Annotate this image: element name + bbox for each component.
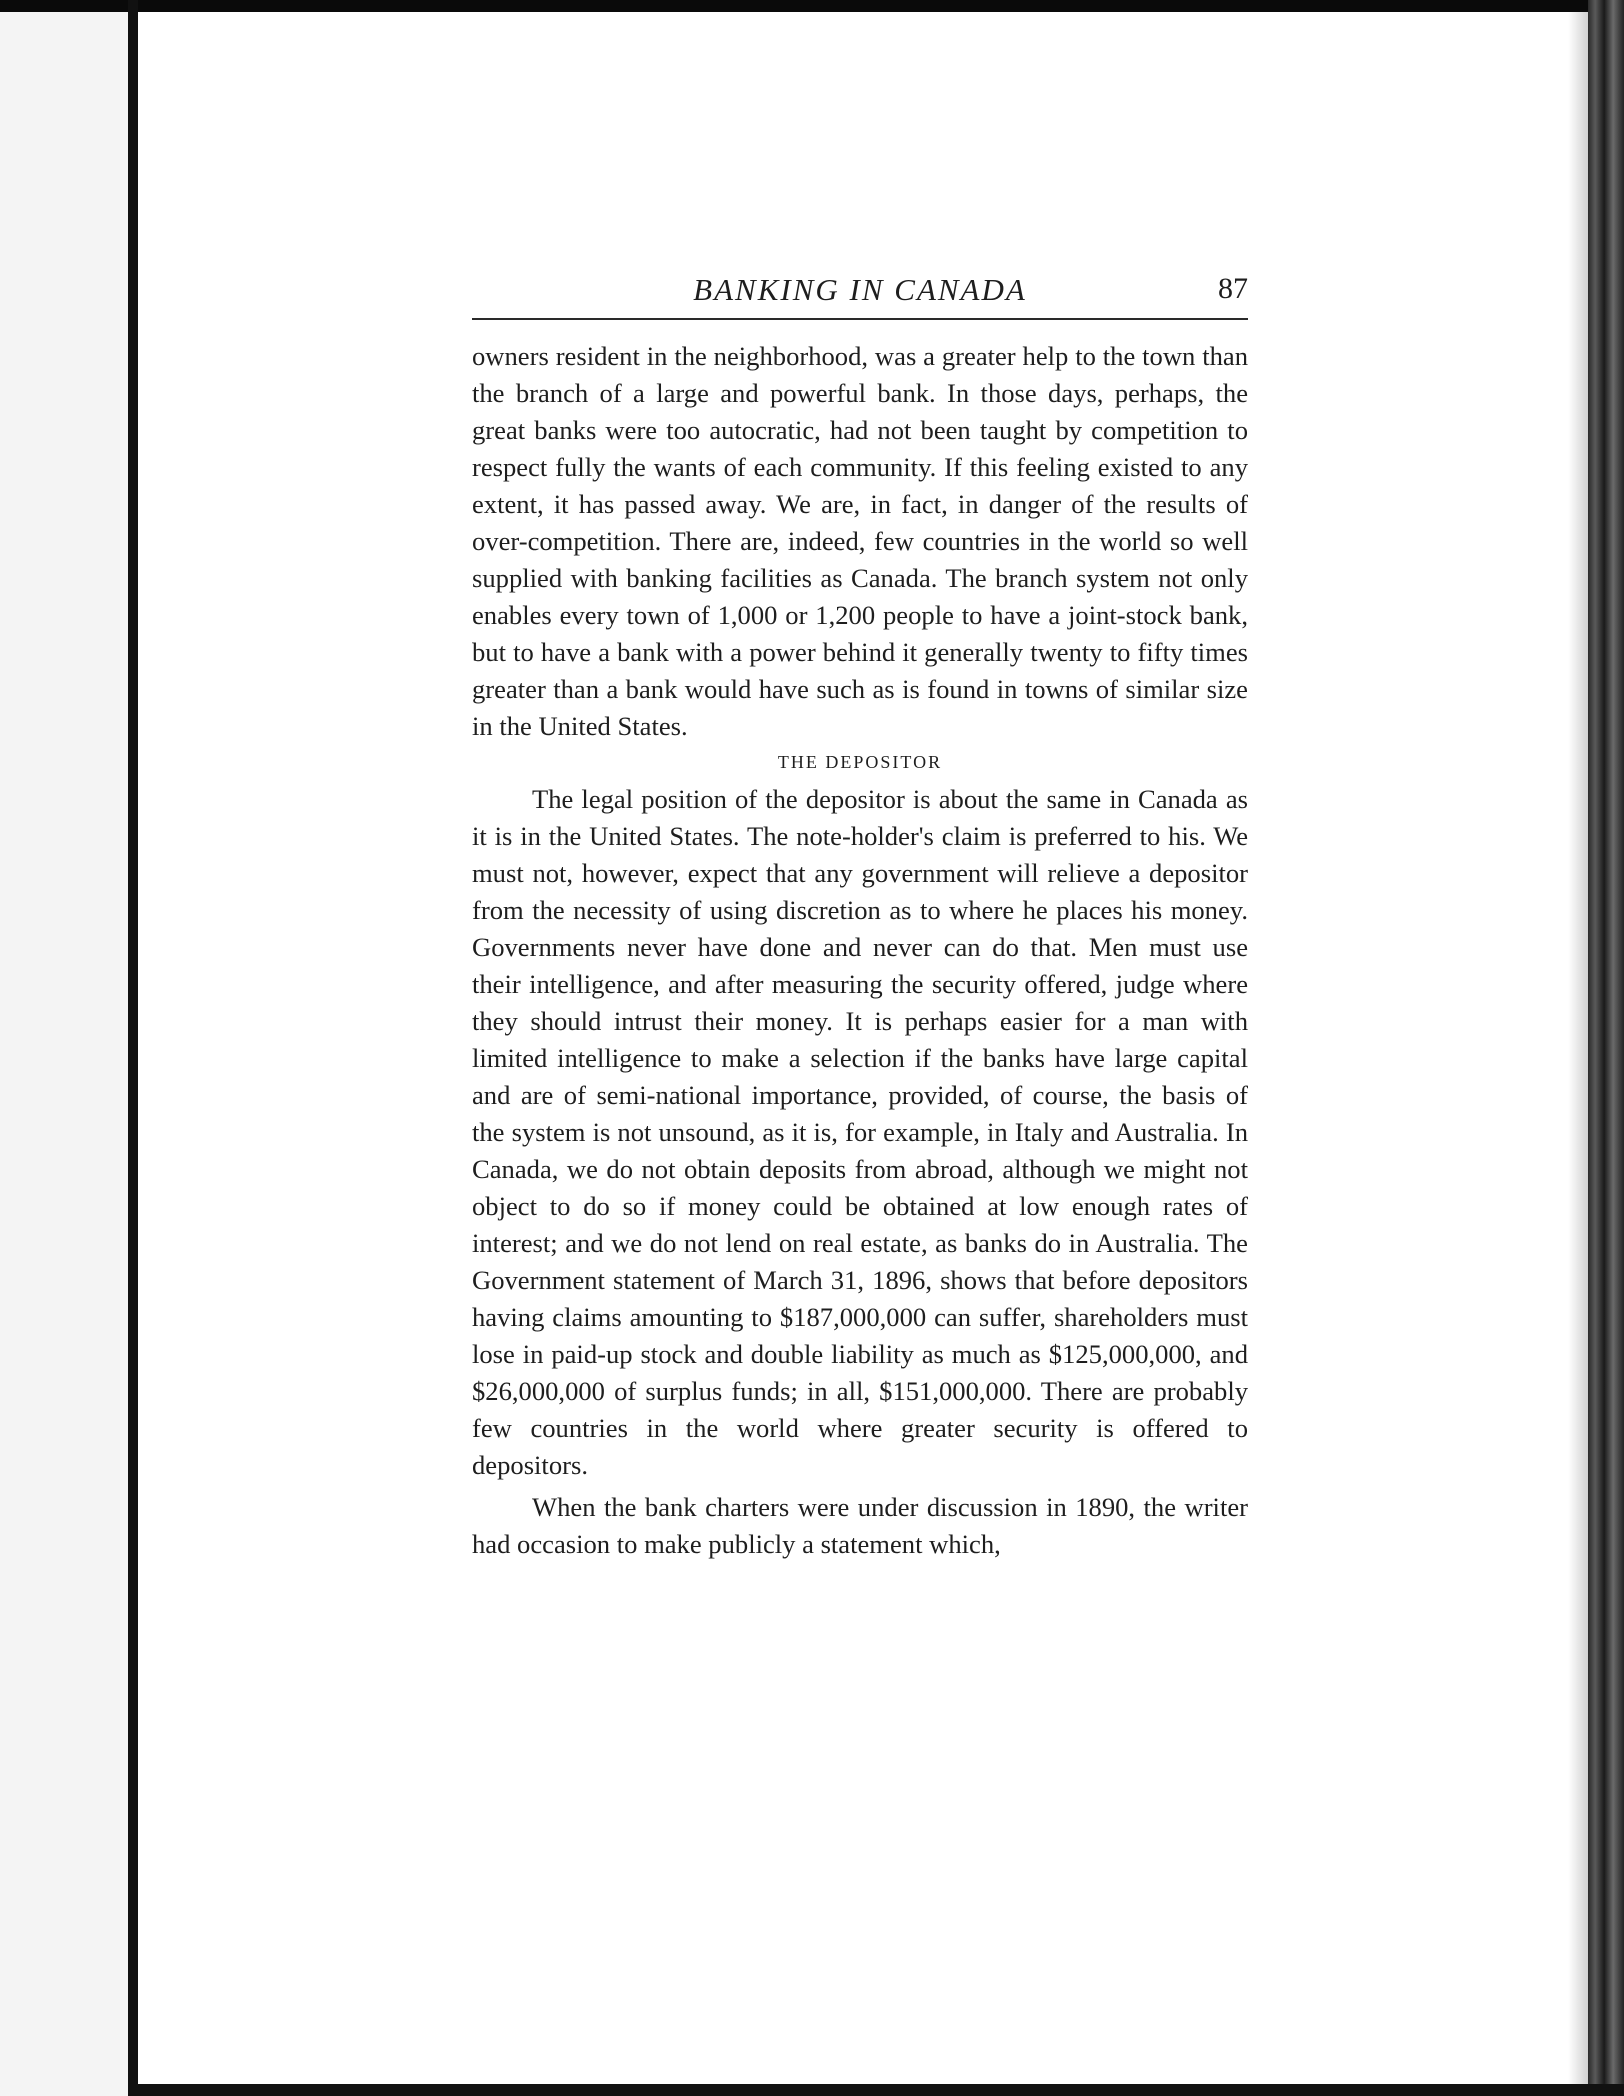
paragraph-continued: owners resident in the neighborhood, was a greater help to the town than the branch of a large and powerful bank. In those days, perhaps, the great banks were too autocratic, had not been taught by competition to respect fully the wants of each community. If this feeling existed to any extent, it has passed away. We are, in fact, in danger of the results of over-competition. There are, indeed, few countries in the world so well supplied with banking facilities as Canada. The branch system not only enables every town of 1,000 or 1,200 people to have a joint-stock bank, but to have a bank with a power behind it generally twenty to fifty times greater than a bank would have such as is found in towns of similar size in the United States. (472, 341, 1248, 741)
page-text-block (472, 272, 1248, 1563)
facing-page-edge (0, 12, 128, 2096)
gutter-line (128, 0, 138, 2096)
running-title: BANKING IN CANADA (693, 272, 1027, 307)
paragraph-charters: When the bank charters were under discussion in 1890, the writer had occasion to make publicly a statement which, (472, 1492, 1248, 1559)
page-edge-shadow (1568, 12, 1588, 2096)
page-number: 87 (1218, 272, 1248, 305)
paragraph-depositor: The legal position of the depositor is about the same in Canada as it is in the United States. The note-holder's claim is preferred to his. We must not, however, expect that any government will relieve a depositor from the necessity of using discretion as to where he places his money. Governments never have done and never can do that. Men must use their intelligence, and after measuring the security offered, judge where they should intrust their money. It is perhaps easier for a man with limited intelligence to make a selection if the banks have large capital and are of semi-national importance, provided, of course, the basis of the system is not unsound, as it is, for example, in Italy and Australia. In Canada, we do not obtain deposits from abroad, although we might not object to do so if money could be obtained at low enough rates of interest; and we do not lend on real estate, as banks do in Australia. The Government statement of March 31, 1896, shows that before depositors having claims amounting to $187,000,000 can suffer, shareholders must lose in paid-up stock and double liability as much as $125,000,000, and $26,000,000 of surplus funds; in all, $151,000,000. There are probably few countries in the world where greater security is offered to depositors. (472, 784, 1248, 1480)
scan-top-border (0, 0, 1624, 12)
book-spine-edge (1588, 0, 1624, 2096)
scan-bottom-border (128, 2084, 1624, 2096)
header-rule (472, 318, 1248, 320)
running-head (472, 272, 1248, 316)
section-heading: THE DEPOSITOR (777, 752, 943, 772)
